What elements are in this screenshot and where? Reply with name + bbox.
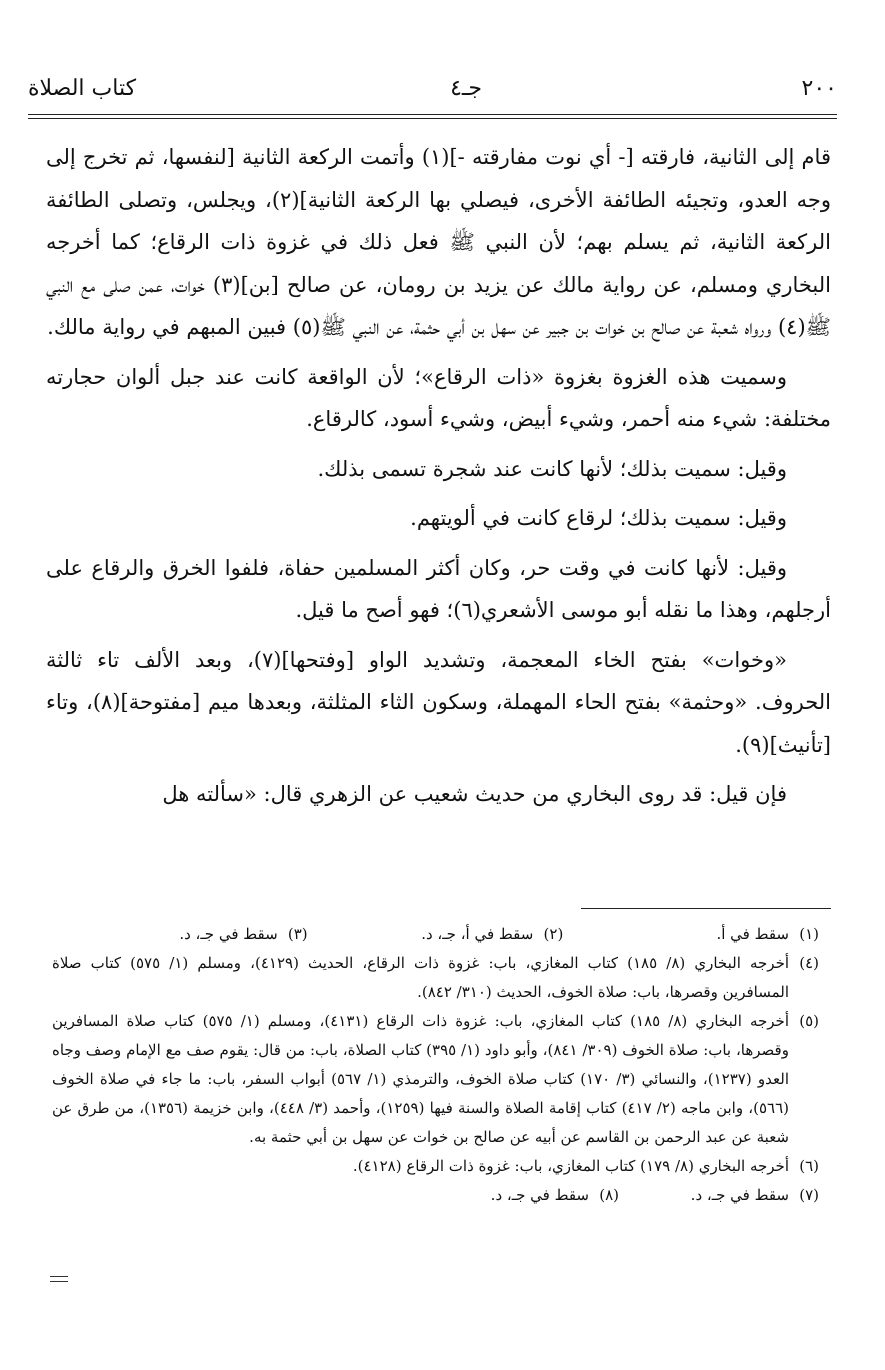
- footnote-separator: [581, 908, 831, 909]
- paragraph: وقيل: لأنها كانت في وقت حر، وكان أكثر المسلمين حفاة، فلفوا الخرق والرقاع على أرجلهم، وهذا ما نقله أبو موسى الأشعري(٦)؛ فهو أصح ما قيل.: [46, 555, 831, 622]
- footnote-text: أخرجه البخاري (٨/ ١٨٥) كتاب المغازي، باب: غزوة ذات الرقاع (٤١٣١)، ومسلم (١/ ٥٧٥) كتاب صلاة المسافرين وقصرها، باب: صلاة الخوف (٣٠٩/ ٨٤١)، وأبو داود (١/ ٣٩٥) كتاب الصلاة، باب: من قال: يقوم صف مع الإمام وصف وجاه العدو (١٢٣٧)، والنسائي (٣/ ١٧٠) كتاب صلاة الخوف، والترمذي (١/ ٥٦٧) أبواب السفر، باب: ما جاء في صلاة الخوف (٥٦٦)، وابن ماجه (٢/ ٤١٧) كتاب إقامة الصلاة والسنة فيها (١٢٥٩)، وأحمد (٣/ ٤٤٨)، وابن خزيمة (١٣٥٦)، من طرق عن شعبة عن عبد الرحمن بن القاسم عن أبيه عن صالح بن خوات عن سهل بن أبي حثمة به.: [52, 1012, 790, 1146]
- book-title: كتاب الصلاة: [28, 76, 137, 101]
- footnote-number: (٦): [799, 1157, 819, 1175]
- footnote-text: أخرجه البخاري (٨/ ١٨٥) كتاب المغازي، باب: غزوة ذات الرقاع، الحديث (٤١٢٩)، ومسلم (١/ ٥٧٥) كتاب صلاة المسافرين وقصرها، باب: صلاة الخوف، الحديث (٣١٠/ ٨٤٢).: [52, 954, 790, 1001]
- footnote: [52, 920, 308, 949]
- footnote-number: (٨): [599, 1186, 619, 1204]
- header-rule-bottom: [28, 118, 837, 119]
- footnote-text: سقط في جـ، د.: [490, 1186, 589, 1204]
- footnote-text: سقط في جـ، د.: [690, 1186, 789, 1204]
- page-number: ٢٠٠: [801, 76, 837, 101]
- footnote-number: (٢): [543, 925, 564, 943]
- footnote-row: [52, 920, 819, 949]
- volume-label: جـ٤: [450, 76, 482, 101]
- footnote: [52, 1181, 619, 1210]
- footnote-text: سقط في أ، جـ، د.: [421, 925, 534, 943]
- footnote-number: (١): [799, 925, 819, 943]
- paragraph: وسميت هذه الغزوة بغزوة «ذات الرقاع»؛ لأن الواقعة كانت عند جبل ألوان حجارته مختلفة: شيء منه أحمر، وشيء أبيض، وشيء أسود، كالرقاع.: [46, 364, 831, 431]
- paragraph: فإن قيل: قد روى البخاري من حديث شعيب عن الزهري قال: «سألته هل: [162, 782, 787, 806]
- continuation-line: [50, 1281, 68, 1286]
- continuation-mark: [50, 1276, 68, 1286]
- paragraph: وقيل: سميت بذلك؛ لأنها كانت عند شجرة تسمى بذلك.: [317, 456, 787, 481]
- paragraph: قام إلى الثانية، فارقته [- أي نوت مفارقته -](١) وأتمت الركعة الثانية [لنفسها، ثم تخرج إلى وجه العدو، وتجيئه الطائفة الأخرى، فيصلي بها الركعة الثانية](٢)، ويجلس، وتصلى الطائفة الركعة الثانية، ثم يسلم بهم؛ لأن النبي ﷺ فعل ذلك في غزوة ذات الرقاع؛ كما أخرجه البخاري ومسلم، عن رواية مالك عن يزيد بن رومان، عن صالح [بن](٣) خوات، عمن صلى مع النبي ﷺ(٤) ورواه شعبة عن صالح بن خوات بن جبير عن سهل بن أبي حثمة، عن النبي ﷺ(٥) فبين المبهم في رواية مالك.: [46, 145, 831, 339]
- footnote-text: سقط في أ.: [716, 925, 789, 943]
- footnote-number: (٧): [799, 1186, 819, 1204]
- paragraph: «وخوات» بفتح الخاء المعجمة، وتشديد الواو [وفتحها](٧)، وبعد الألف تاء ثالثة الحروف. «وحثمة» بفتح الحاء المهملة، وسكون الثاء المثلثة، وبعدها ميم [مفتوحة](٨)، وتاء [تأنيث](٩).: [46, 647, 831, 757]
- footnote: [619, 1181, 819, 1210]
- footnote-number: (٣): [287, 925, 308, 943]
- main-text: [46, 136, 831, 823]
- footnote: [52, 949, 819, 1007]
- footnote-number: (٤): [799, 954, 819, 972]
- footnote-text: أخرجه البخاري (٨/ ١٧٩) كتاب المغازي، باب: غزوة ذات الرقاع (٤١٢٨).: [352, 1157, 789, 1175]
- paragraph: وقيل: سميت بذلك؛ لرقاع كانت في ألويتهم.: [410, 506, 787, 530]
- footnote: [308, 920, 564, 949]
- footnote-text: سقط في جـ، د.: [179, 925, 278, 943]
- footnotes: [52, 920, 819, 1210]
- footnote-row: [52, 1181, 819, 1210]
- running-header: [28, 72, 837, 108]
- footnote-number: (٥): [799, 1012, 819, 1030]
- footnote: [563, 920, 819, 949]
- footnote: [52, 1152, 819, 1181]
- footnote: [52, 1007, 819, 1152]
- header-rule-top: [28, 114, 837, 115]
